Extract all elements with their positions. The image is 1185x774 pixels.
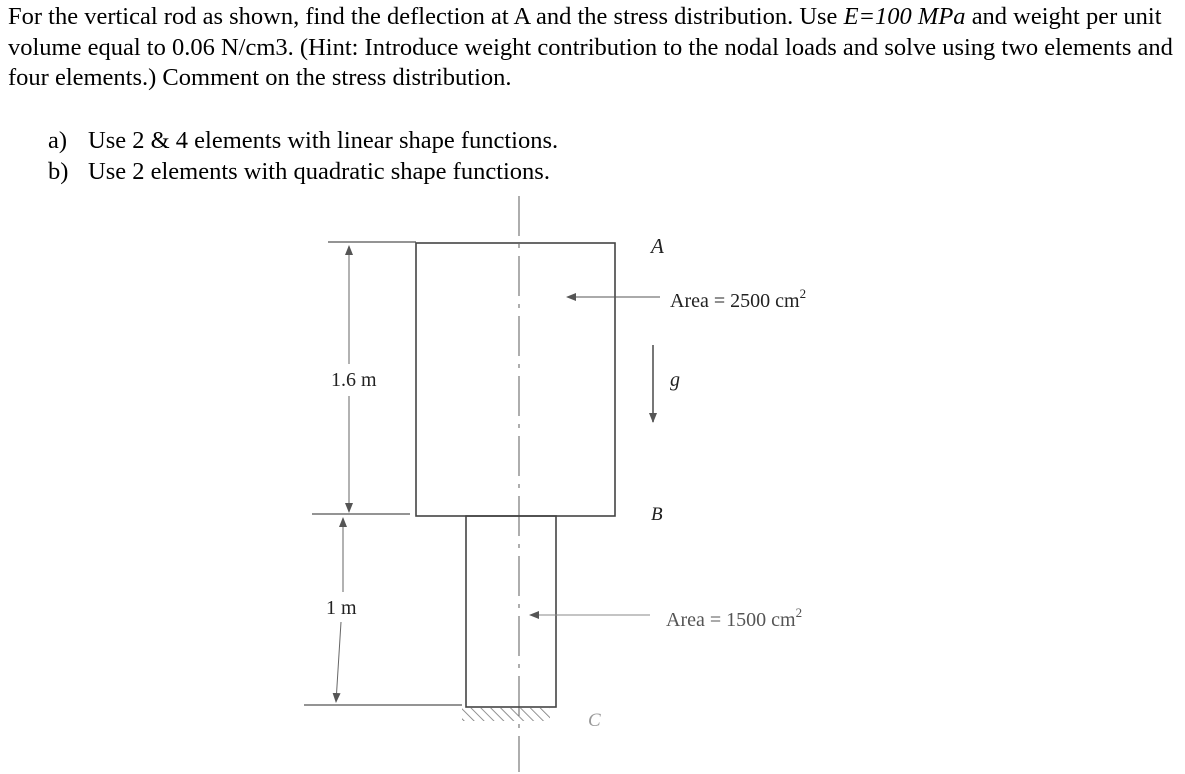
modulus-symbol: E=100 MPa [843,3,966,30]
point-a-label: A [651,234,664,258]
task-marker: b) [48,158,69,185]
gravity-label: g [670,369,680,391]
problem-rest: and weight per unit volume equal to 0.06 N/cm3. (Hint: Introduce weight contribution to the nodal loads and solve using two elements and four elements.) Comment on the stress distribution. [8,3,1173,91]
problem-intro: For the vertical rod as shown, find the deflection at A and the stress distribution. Use [8,3,844,30]
upper-rod-section [416,243,615,516]
lower-rod-section [466,516,556,707]
task-text: Use 2 & 4 elements with linear shape functions. [88,127,559,154]
upper-length-label: 1.6 m [331,369,377,391]
point-c-label: C [588,710,601,731]
lower-length-label: 1 m [326,597,357,619]
task-text: Use 2 elements with quadratic shape functions. [88,158,550,185]
fixed-support-hatch [462,708,550,721]
upper-area-label: Area = 2500 $cm^2$ [670,286,807,312]
lower-area-label: Area = 1500 $cm^2$ [666,605,803,631]
task-marker: a) [48,127,68,154]
point-b-label: B [651,504,663,525]
